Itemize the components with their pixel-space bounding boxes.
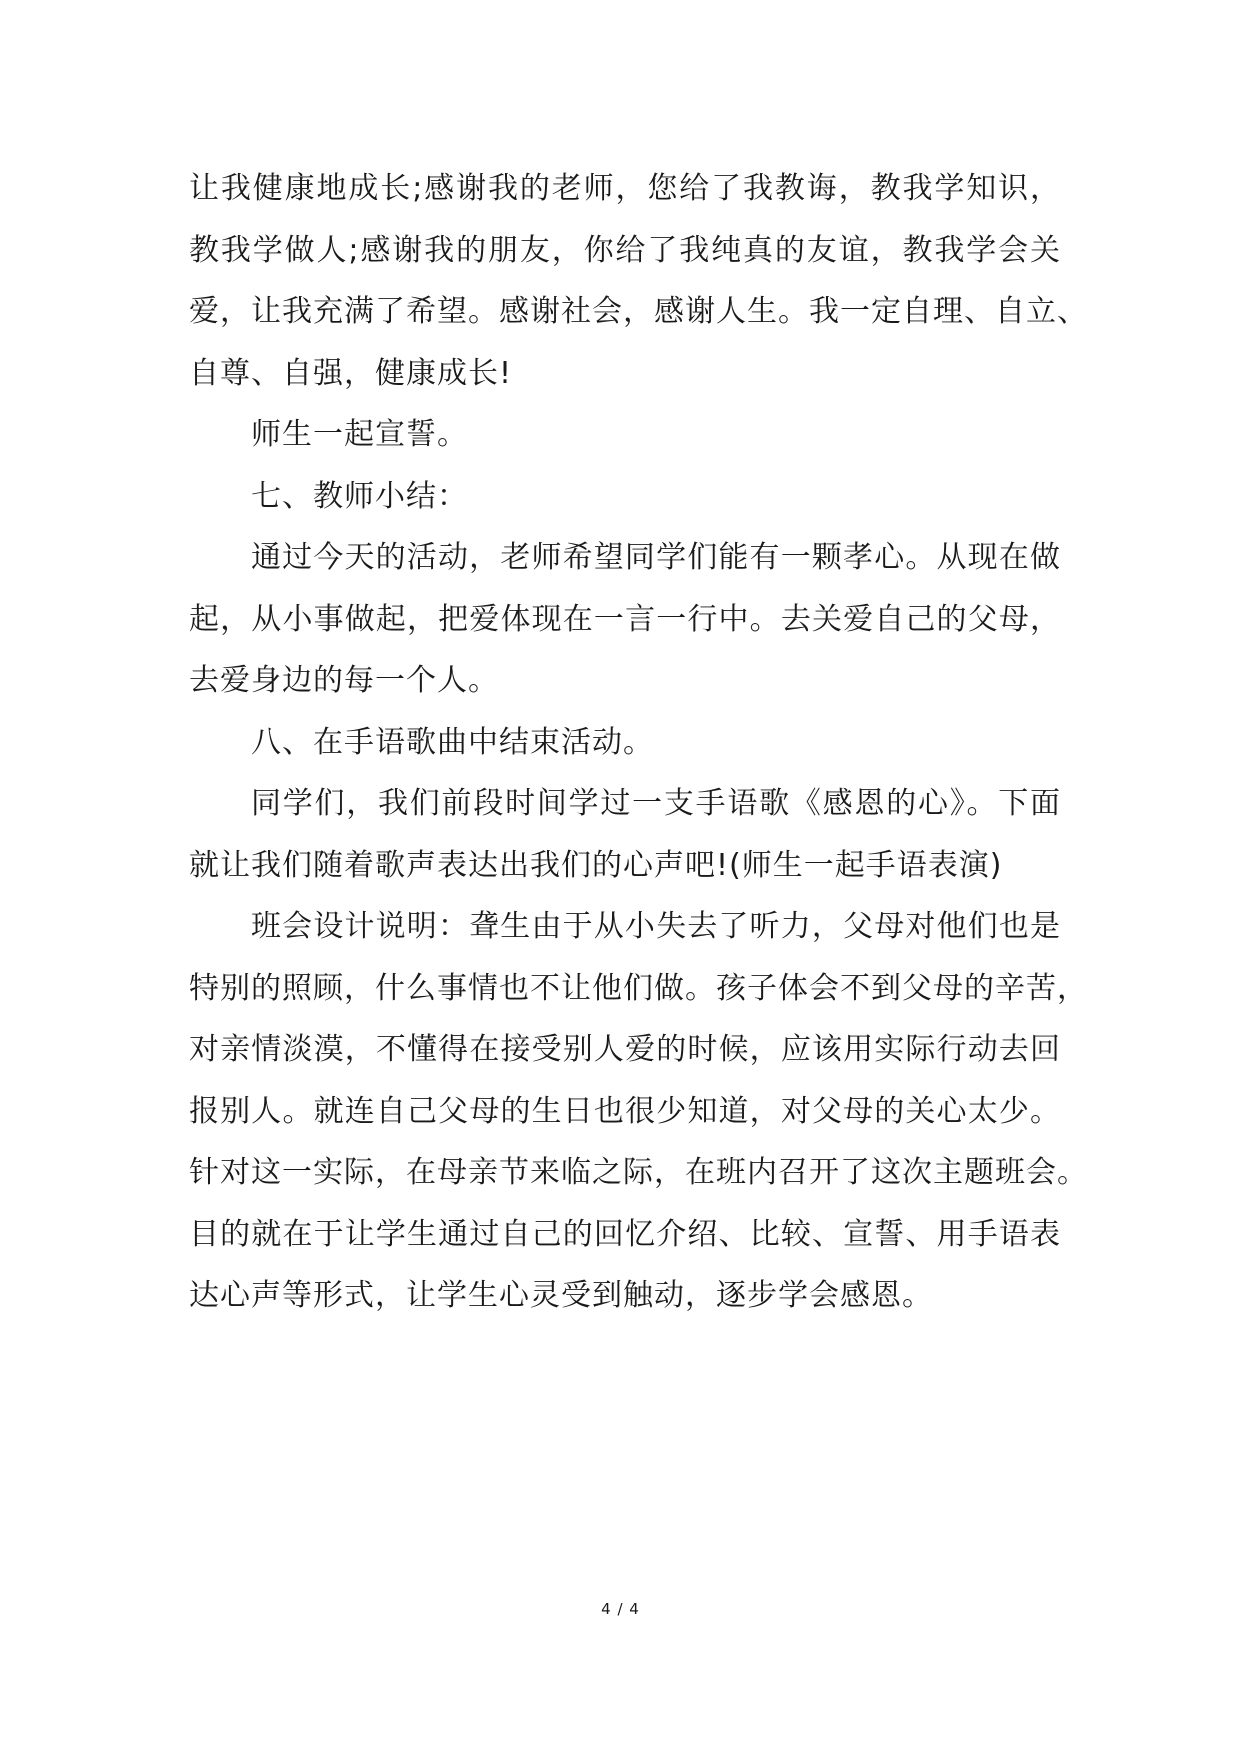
text-line: 七、教师小结： (251, 478, 468, 514)
text-line: 达心声等形式，让学生心灵受到触动，逐步学会感恩。 (189, 1278, 933, 1313)
text-line: 同学们，我们前段时间学过一支手语歌《感恩的心》。下面 (251, 786, 1061, 821)
document-body (189, 158, 1088, 1327)
text-line: 起，从小事做起，把爱体现在一言一行中。去关爱自己的父母， (189, 601, 1061, 637)
text-line: 自尊、自强，健康成长! (189, 355, 513, 391)
page-number: 4 / 4 (601, 1600, 640, 1618)
text-line: 特别的照顾，什么事情也不让他们做。孩子体会不到父母的辛苦， (189, 970, 1088, 1006)
text-line: 去爱身边的每一个人。 (189, 663, 499, 698)
text-line: 通过今天的活动，老师希望同学们能有一颗孝心。从现在做 (251, 540, 1061, 575)
text-line: 让我健康地成长;感谢我的老师，您给了我教诲，教我学知识， (189, 171, 1061, 206)
text-line: 对亲情淡漠，不懂得在接受别人爱的时候，应该用实际行动去回 (189, 1032, 1061, 1067)
text-line: 就让我们随着歌声表达出我们的心声吧!(师生一起手语表演) (189, 847, 1003, 883)
text-line: 报别人。就连自己父母的生日也很少知道，对父母的关心太少。 (189, 1093, 1061, 1129)
text-line: 针对这一实际，在母亲节来临之际，在班内召开了这次主题班会。 (189, 1155, 1088, 1190)
text-line: 教我学做人;感谢我的朋友，你给了我纯真的友谊，教我学会关 (189, 232, 1061, 268)
text-line: 爱，让我充满了希望。感谢社会，感谢人生。我一定自理、自立、 (189, 294, 1088, 329)
text-line: 八、在手语歌曲中结束活动。 (251, 724, 654, 760)
text-line: 目的就在于让学生通过自己的回忆介绍、比较、宣誓、用手语表 (189, 1216, 1061, 1252)
text-line: 师生一起宣誓。 (251, 417, 468, 452)
text-line: 班会设计说明：聋生由于从小失去了听力，父母对他们也是 (251, 909, 1061, 944)
